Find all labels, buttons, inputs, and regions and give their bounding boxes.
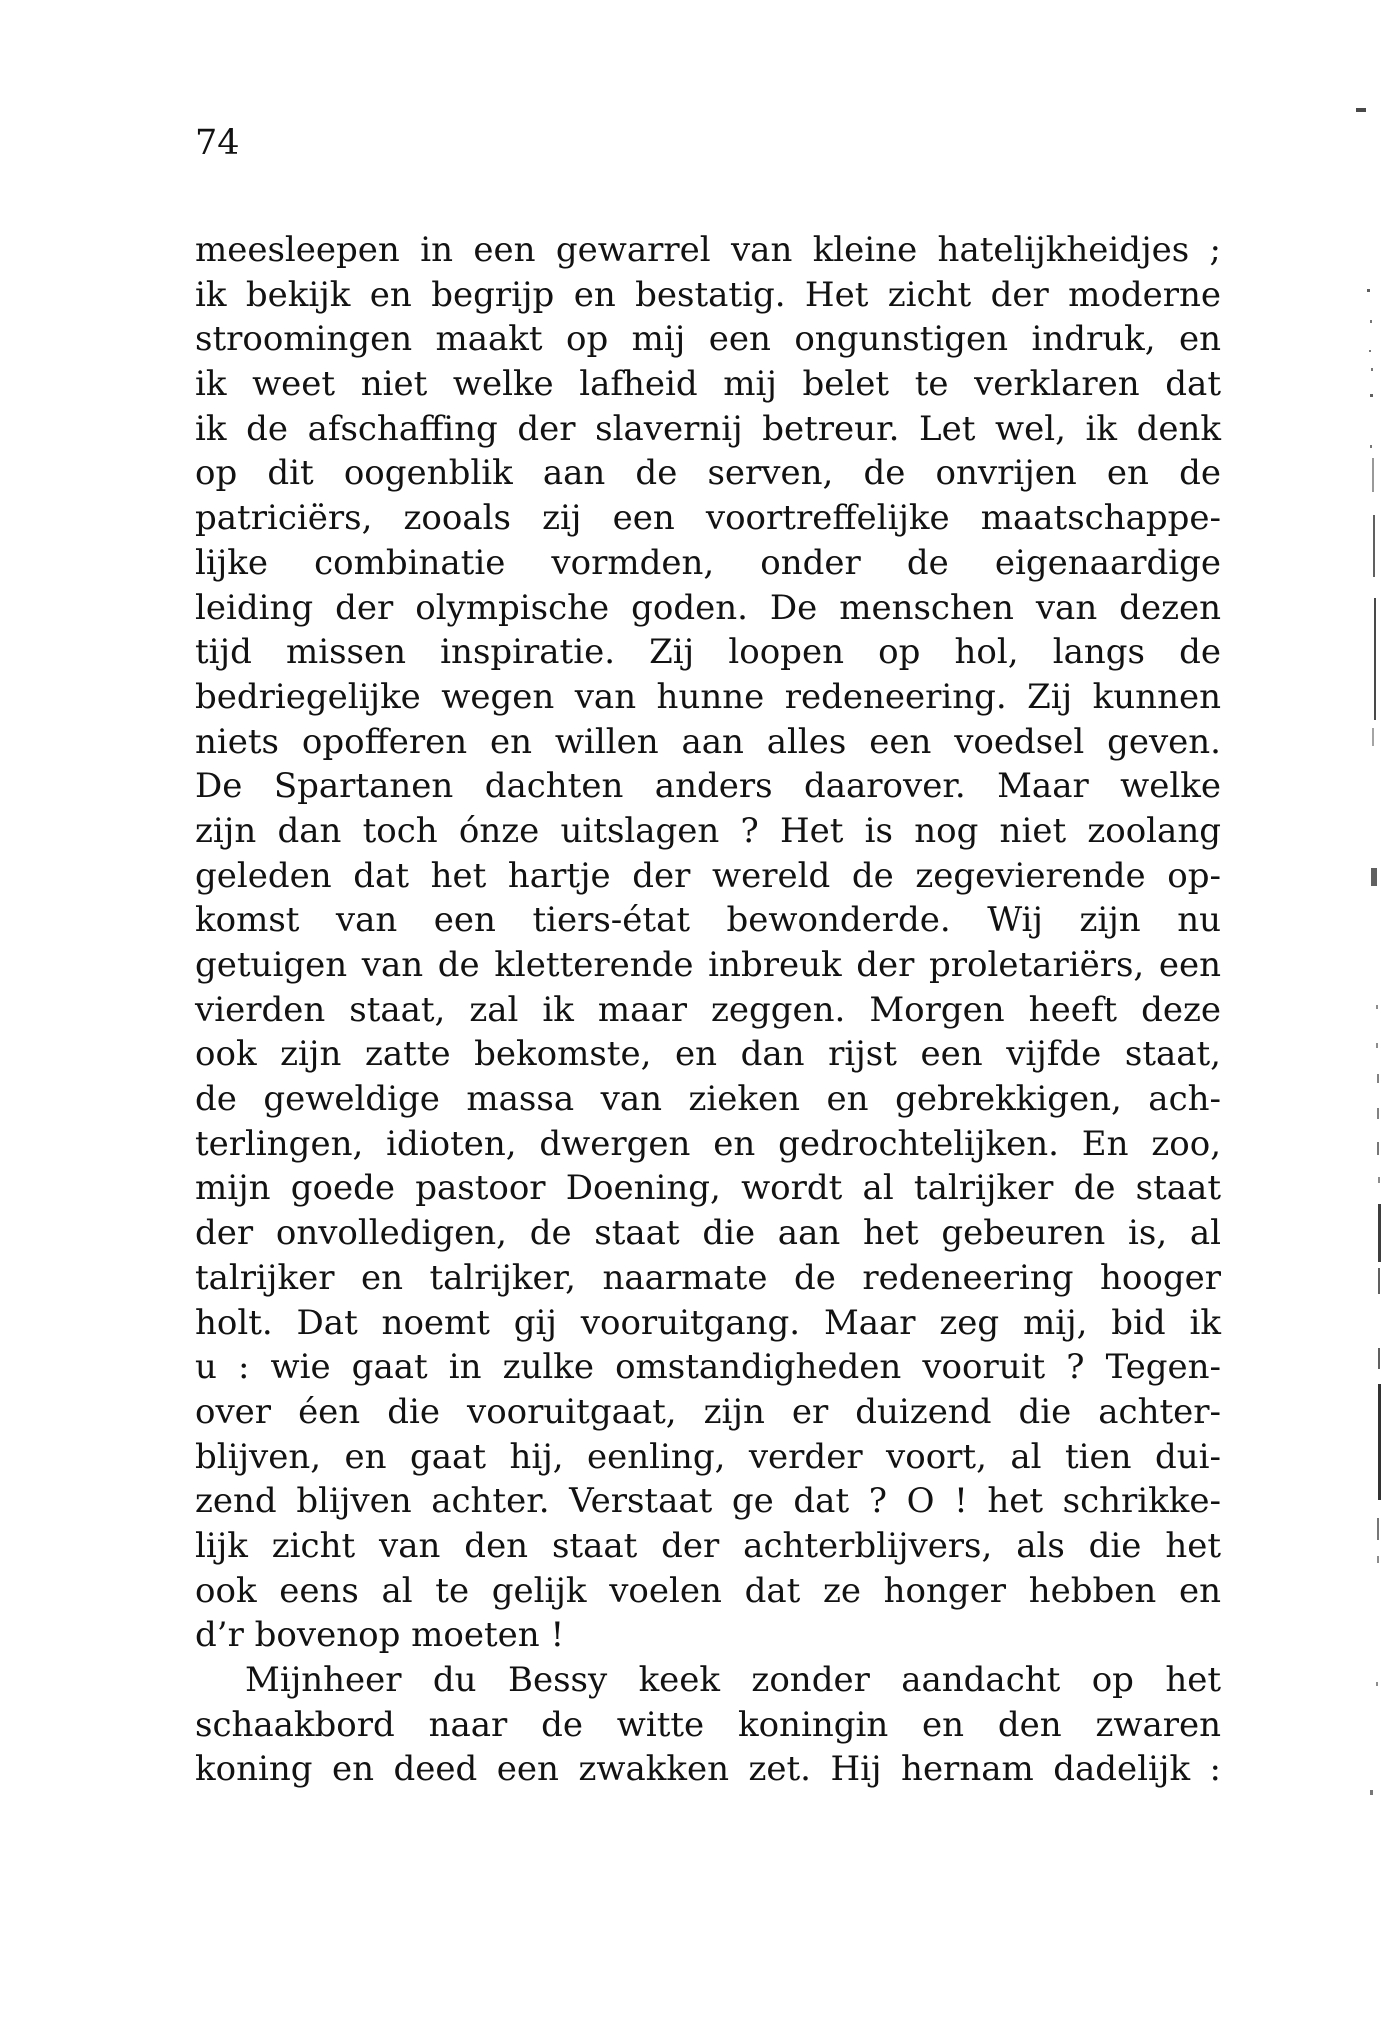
text-line: talrijker en talrijker, naarmate de redeneering hooger bbox=[195, 1257, 1221, 1298]
text-line: ik weet niet welke lafheid mij belet te verklaren dat bbox=[195, 364, 1221, 405]
text-line: meesleepen in een gewarrel van kleine hatelijkheidjes ; bbox=[195, 230, 1221, 270]
text-line: blijven, en gaat hij, eenling, verder voort, al tien dui- bbox=[195, 1436, 1221, 1477]
text-line: getuigen van de kletterende inbreuk der proletariërs, een bbox=[195, 945, 1221, 985]
text-line: ik de afschaffing der slavernij betreur. Let wel, ik denk bbox=[195, 408, 1221, 449]
text-line: Mijnheer du Bessy keek zonder aandacht op het bbox=[245, 1660, 1221, 1700]
text-line: koning en deed een zwakken zet. Hij hernam dadelijk : bbox=[195, 1749, 1221, 1790]
text-line: der onvolledigen, de staat die aan het gebeuren is, al bbox=[195, 1213, 1221, 1254]
text-line: geleden dat het hartje der wereld de zegevierende op- bbox=[195, 855, 1221, 896]
text-line: niets opofferen en willen aan alles een voedsel geven. bbox=[195, 721, 1221, 762]
text-line: over éen die vooruitgaat, zijn er duizend die achter- bbox=[195, 1391, 1221, 1432]
text-line: lijk zicht van den staat der achterblijvers, als die het bbox=[195, 1525, 1221, 1566]
text-line: leiding der olympische goden. De menschen van dezen bbox=[195, 587, 1221, 628]
scan-speck bbox=[1374, 598, 1376, 720]
scan-speck bbox=[1370, 320, 1372, 323]
scan-speck bbox=[1373, 515, 1375, 577]
scan-speck bbox=[1376, 1005, 1378, 1009]
text-line: d’r bovenop moeten ! bbox=[195, 1615, 565, 1656]
scan-speck bbox=[1370, 1790, 1373, 1795]
text-line: bedriegelijke wegen van hunne redeneering. Zij kunnen bbox=[195, 676, 1221, 717]
scan-speck bbox=[1377, 1518, 1379, 1540]
text-line: op dit oogenblik aan de serven, de onvrijen en de bbox=[195, 453, 1221, 494]
scan-speck bbox=[1378, 1204, 1381, 1262]
scan-speck bbox=[1376, 1043, 1378, 1048]
page-number: 74 bbox=[195, 123, 240, 163]
text-line: holt. Dat noemt gij vooruitgang. Maar zeg mij, bid ik bbox=[195, 1302, 1221, 1343]
scan-speck bbox=[1371, 868, 1377, 886]
scan-speck bbox=[1377, 1074, 1379, 1083]
text-line: vierden staat, zal ik maar zeggen. Morgen heeft deze bbox=[195, 989, 1221, 1030]
text-line: zijn dan toch ónze uitslagen ? Het is nog niet zoolang bbox=[195, 810, 1221, 851]
scan-speck bbox=[1377, 1108, 1379, 1119]
text-line: stroomingen maakt op mij een ongunstigen indruk, en bbox=[195, 319, 1221, 360]
scan-speck bbox=[1370, 445, 1372, 448]
scan-speck bbox=[1378, 1268, 1380, 1294]
text-line: tijd missen inspiratie. Zij loopen op hol, langs de bbox=[195, 632, 1221, 673]
text-line: patriciërs, zooals zij een voortreffelijke maatschappe- bbox=[195, 498, 1221, 539]
scan-speck bbox=[1371, 368, 1373, 371]
text-line: mijn goede pastoor Doening, wordt al talrijker de staat bbox=[195, 1168, 1221, 1209]
text-line: De Spartanen dachten anders daarover. Maar welke bbox=[195, 766, 1221, 807]
scan-speck bbox=[1372, 728, 1374, 746]
scan-speck bbox=[1377, 1556, 1379, 1563]
scan-speck bbox=[1378, 1177, 1380, 1183]
text-line: ook eens al te gelijk voelen dat ze honger hebben en bbox=[195, 1570, 1221, 1611]
body-text bbox=[195, 228, 1221, 1792]
scan-speck bbox=[1372, 458, 1374, 492]
scan-speck bbox=[1377, 1142, 1379, 1155]
text-line: ook zijn zatte bekomste, en dan rijst een vijfde staat, bbox=[195, 1034, 1221, 1075]
scan-speck bbox=[1367, 289, 1370, 292]
text-line: lijke combinatie vormden, onder de eigenaardige bbox=[195, 542, 1221, 583]
text-line: komst van een tiers-état bewonderde. Wij zijn nu bbox=[195, 900, 1221, 941]
text-line: u : wie gaat in zulke omstandigheden vooruit ? Tegen- bbox=[195, 1347, 1221, 1388]
text-line: schaakbord naar de witte koningin en den zwaren bbox=[195, 1704, 1221, 1745]
scan-speck bbox=[1376, 1682, 1378, 1686]
text-line: ik bekijk en begrijp en bestatig. Het zicht der moderne bbox=[195, 274, 1221, 315]
text-line: de geweldige massa van zieken en gebrekkigen, ach- bbox=[195, 1079, 1221, 1120]
scan-speck bbox=[1356, 108, 1366, 112]
scan-speck bbox=[1370, 394, 1373, 397]
scan-speck bbox=[1378, 1384, 1381, 1500]
scan-speck bbox=[1369, 350, 1371, 352]
scan-speck bbox=[1378, 1348, 1380, 1369]
text-line: zend blijven achter. Verstaat ge dat ? O ! het schrikke- bbox=[195, 1481, 1221, 1522]
text-line: terlingen, idioten, dwergen en gedrochtelijken. En zoo, bbox=[195, 1123, 1221, 1164]
